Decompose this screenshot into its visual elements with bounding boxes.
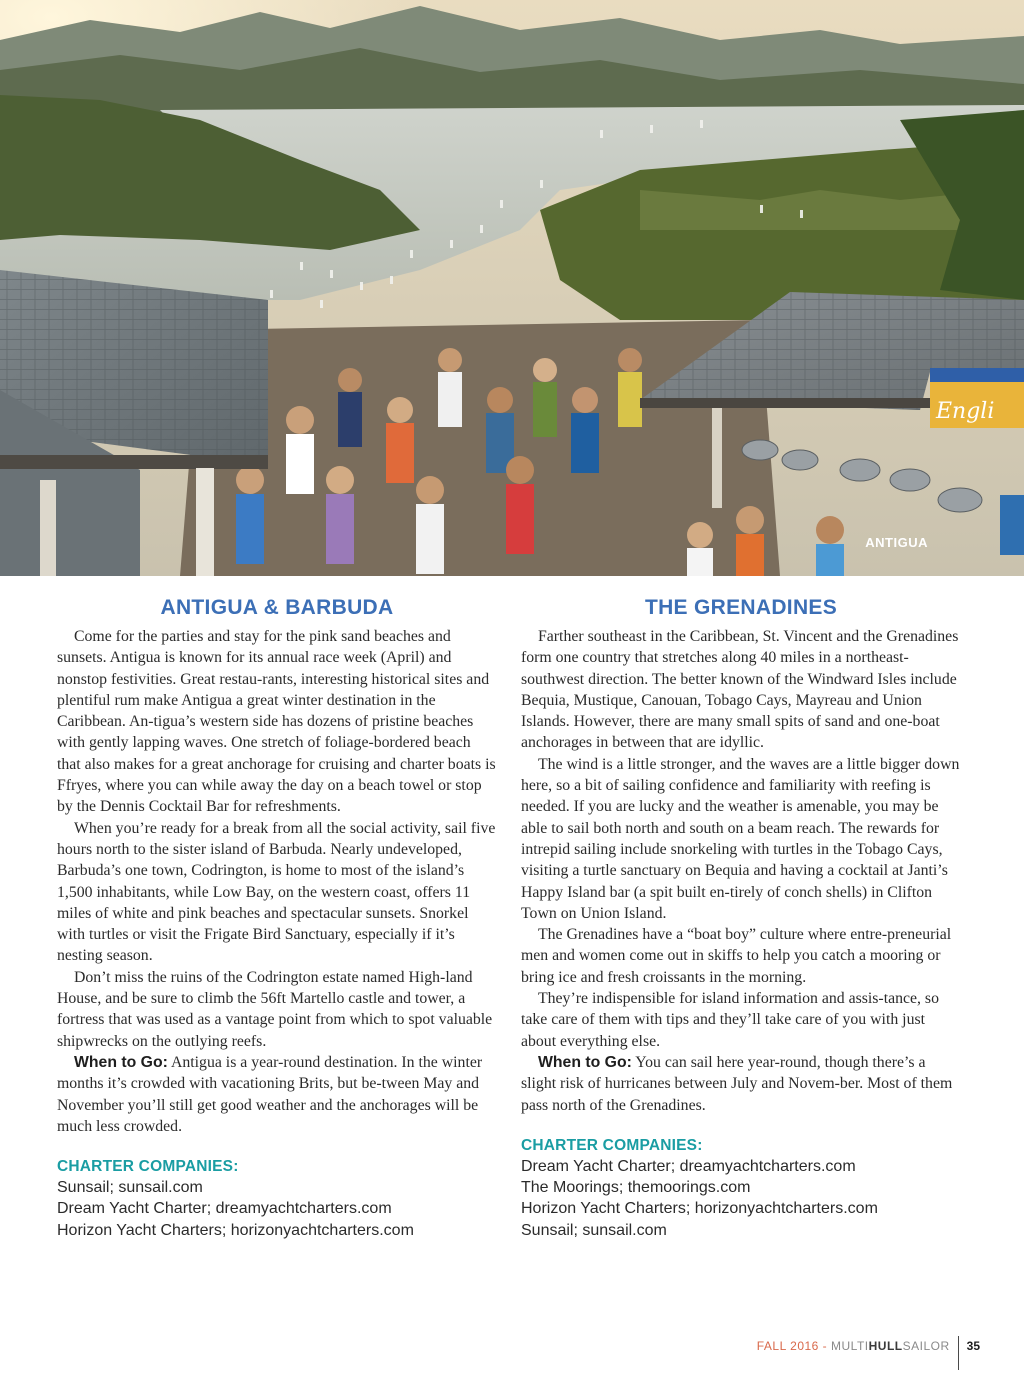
charter-company-sunsail: Sunsail; sunsail.com (521, 1221, 667, 1239)
photo-caption: ANTIGUA (865, 535, 928, 550)
charter-companies-heading: CHARTER COMPANIES: (57, 1158, 239, 1176)
paragraph: Farther southeast in the Caribbean, St. Vincent and the Grenadines form one country that stretches along 40 miles in a northeast-southwest direction. The better known of the Windward Isles include Bequia, Mustique, Canouan, Tobago Cays, Mayreau and Union Islands. However, there are many small spits of sand and one-boat anchorages in between that are idyllic. (521, 628, 959, 752)
charter-company-dream-yacht: Dream Yacht Charter; dreamyachtcharters.com (57, 1200, 392, 1218)
when-to-go-paragraph (57, 1052, 497, 1137)
paragraph: They’re indispensible for island information and assis-tance, so take care of them with tips and they’ll take care of you with just about everything else. (521, 990, 939, 1050)
paragraph: When you’re ready for a break from all the social activity, sail five hours north to the sister island of Barbuda. Nearly undeveloped, Barbuda’s one town, Codrington, is home to most of the island’s 1,500 inhabitants, while Low Bay, on the western coast, offers 11 miles of white and pink beaches and spectacular sunsets. Snorkel with turtles or visit the Frigate Bird Sanctuary, especially if it’s nesting season. (57, 819, 496, 965)
hero-photo (0, 0, 1024, 576)
charter-company-sunsail: Sunsail; sunsail.com (57, 1179, 203, 1197)
footer-issue (757, 1336, 950, 1353)
charter-companies-heading: CHARTER COMPANIES: (521, 1136, 703, 1154)
sign-text: Engli (936, 399, 995, 424)
section-title-grenadines: THE GRENADINES (644, 596, 838, 619)
paragraph: Come for the parties and stay for the pink sand beaches and sunsets. Antigua is known for its annual race week (April) and nonstop festivities. Great restau-rants, interesting historical sites and plentiful rum make Antigua a great winter destination in the Caribbean. An-tigua’s western side has dozens of pristine beaches with gently lapping waves. One stretch of foliage-bordered beach that also makes for a great anchorage for cruising and charter boats is Ffryes, where you can while away the day on a beach towel or stop by the Dennis Cocktail Bar for refreshments. (57, 628, 496, 816)
section-title-antigua: ANTIGUA & BARBUDA (160, 596, 394, 619)
issue-date: FALL 2016 - (756, 1339, 832, 1353)
antigua-article (57, 596, 497, 1241)
page-number: 35 (966, 1339, 980, 1353)
paragraph: Don’t miss the ruins of the Codrington estate named High-land House, and be sure to climb the 56ft Martello castle and tower, a fortress that was used as a vantage point from which to spot valuable shipwrecks on the outlying reefs. (57, 968, 493, 1050)
when-to-go-text: You can sail here year-round, though there’s a slight risk of hurricanes between July and Novem-ber. Most of them pass north of the Grenadines. (521, 1053, 953, 1114)
paragraph: The Grenadines have a “boat boy” culture where entre-preneurial men and women come out in skiffs to help you catch a mooring or bring ice and fresh croissants in the morning. (521, 926, 952, 986)
page-footer (757, 1336, 980, 1370)
grenadines-article (521, 596, 961, 1241)
magazine-name-prefix: MULTI (831, 1339, 869, 1353)
footer-divider (958, 1336, 959, 1370)
harbor-photo-illustration (0, 0, 1024, 576)
charter-company-horizon: Horizon Yacht Charters; horizonyachtcharters.com (521, 1200, 878, 1218)
when-to-go-text: Antigua is a year-round destination. In the winter months it’s crowded with vacationing Brits, but be-tween May and November you’ll still get good weather and the anchorages will be much less crowded. (57, 1053, 483, 1135)
charter-company-horizon: Horizon Yacht Charters; horizonyachtcharters.com (57, 1221, 414, 1239)
charter-company-moorings: The Moorings; themoorings.com (521, 1179, 751, 1197)
when-to-go-label: When to Go: (74, 1053, 168, 1071)
magazine-name-suffix: SAILOR (902, 1339, 950, 1353)
magazine-name-bold: HULL (868, 1339, 903, 1353)
when-to-go-label: When to Go: (538, 1053, 632, 1071)
paragraph: The wind is a little stronger, and the waves are a little bigger down here, so a bit of sailing confidence and familiarity with reefing is needed. If you are lucky and the weather is amenable, you may be able to sail both north and south on a beam reach. The rewards for intrepid sailing include snorkeling with turtles in the Tobago Cays, visiting a turtle sanctuary on Bequia and having a cocktail at Janti’s Happy Island bar (a spit built en-tirely of conch shells) in Clifton Town on Union Island. (521, 755, 960, 922)
magazine-name (831, 1339, 950, 1353)
when-to-go-paragraph (521, 1052, 961, 1116)
charter-company-dream-yacht: Dream Yacht Charter; dreamyachtcharters.com (521, 1157, 856, 1175)
